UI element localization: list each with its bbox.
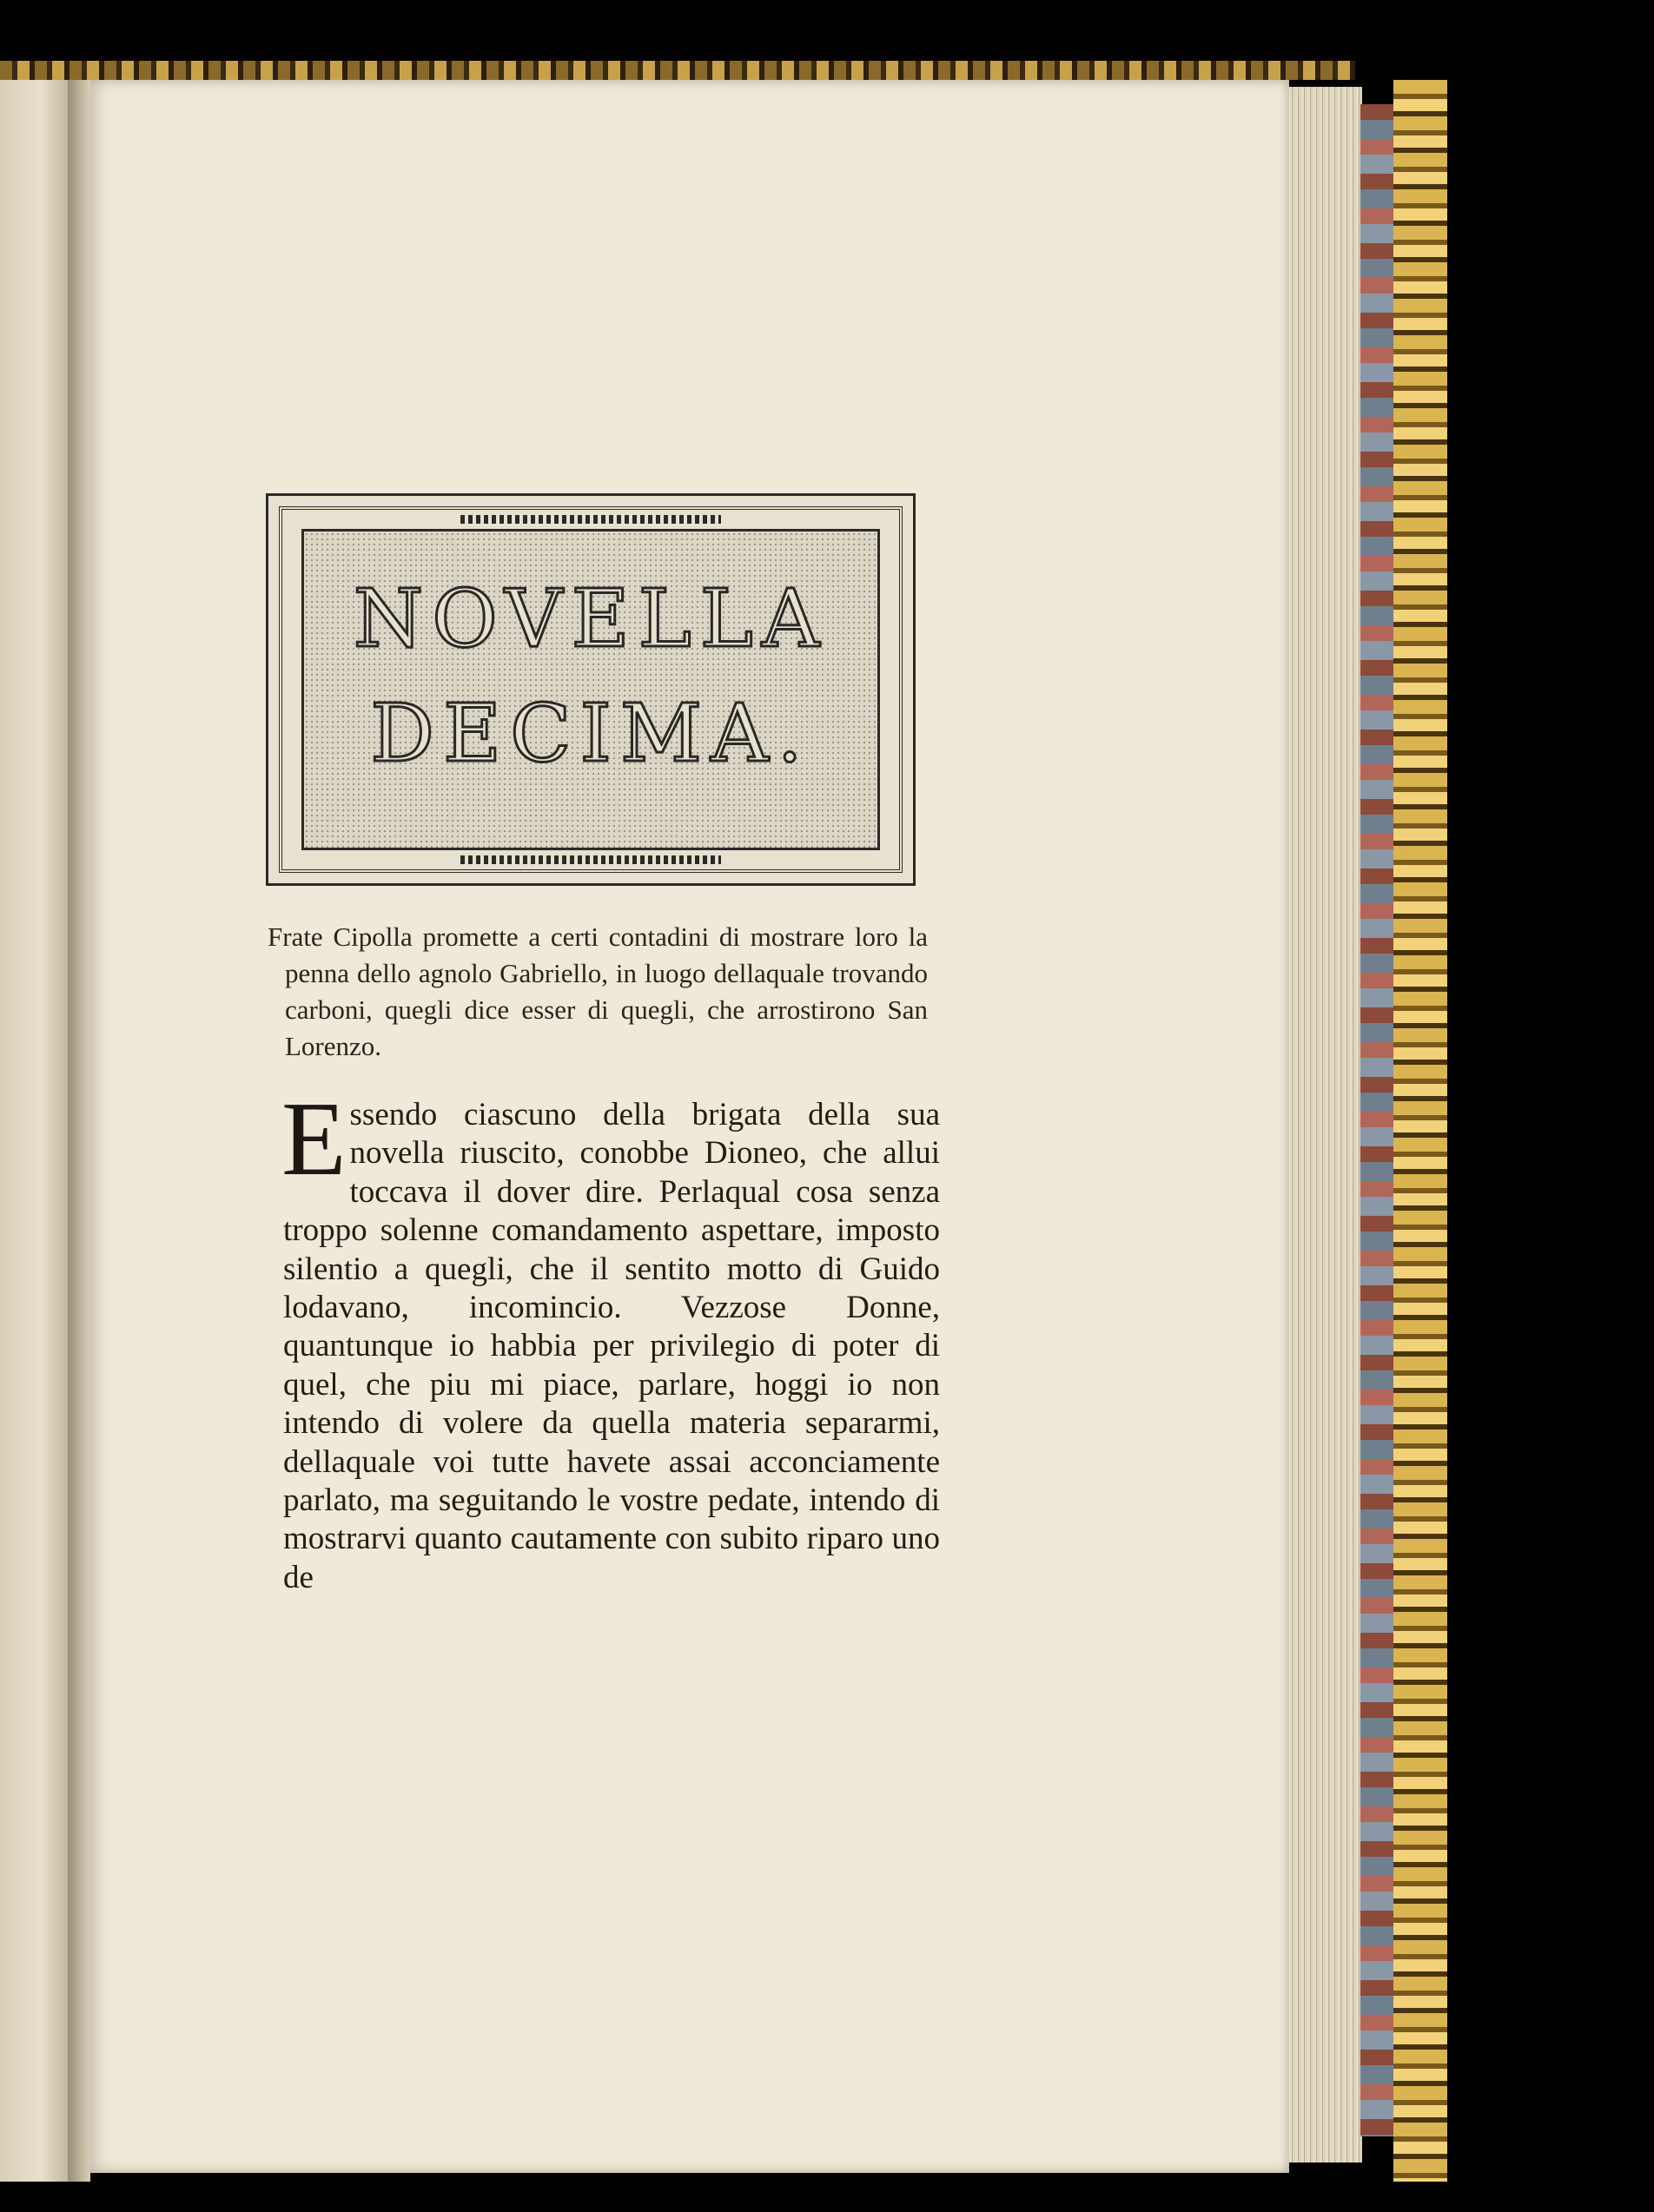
chapter-heading-line-1: NOVELLA [353,572,829,665]
drop-cap: E [281,1080,347,1198]
left-page-edge [0,80,71,2182]
body-paragraph: ssendo ciascuno della brigata della sua novella riuscito, conobbe Dioneo, che allui toccava il dover dire. Perlaqual cosa senza troppo solenne comandamento aspettare, imposto silentio a quegli, che il sentito motto di Guido lodavano, incomincio. Vezzose Donne, quantunque io habbia per privilegio di poter di quel, che piu mi piace, parlare, hoggi io non intendo di volere da quella materia separarmi, dellaquale voi tutte havete assai acconciamente parlato, ma seguitando le vostre pedate, intendo di mostrarvi quanto cautamente con subito riparo uno de [283,1097,940,1595]
body-text [281,1080,940,1597]
chapter-summary: Frate Cipolla promette a certi contadini di mostrare loro la penna dello agnolo Gabriello, in luogo dellaquale trovando carboni, quegli dice esser di quegli, che arrostirono San Lorenzo. [268,921,928,1061]
cover-top-edge [0,61,1355,80]
gilt-cover-edge [1393,80,1447,2182]
chapter-heading-line-2: DECIMA. [370,687,811,780]
title-cartouche [266,493,916,886]
page-stack-edges [1289,87,1362,2162]
book-gutter [68,80,90,2182]
cartouche-bottom-ornament [460,855,721,864]
cartouche-top-ornament [460,515,721,524]
marbled-edge [1360,104,1395,2136]
